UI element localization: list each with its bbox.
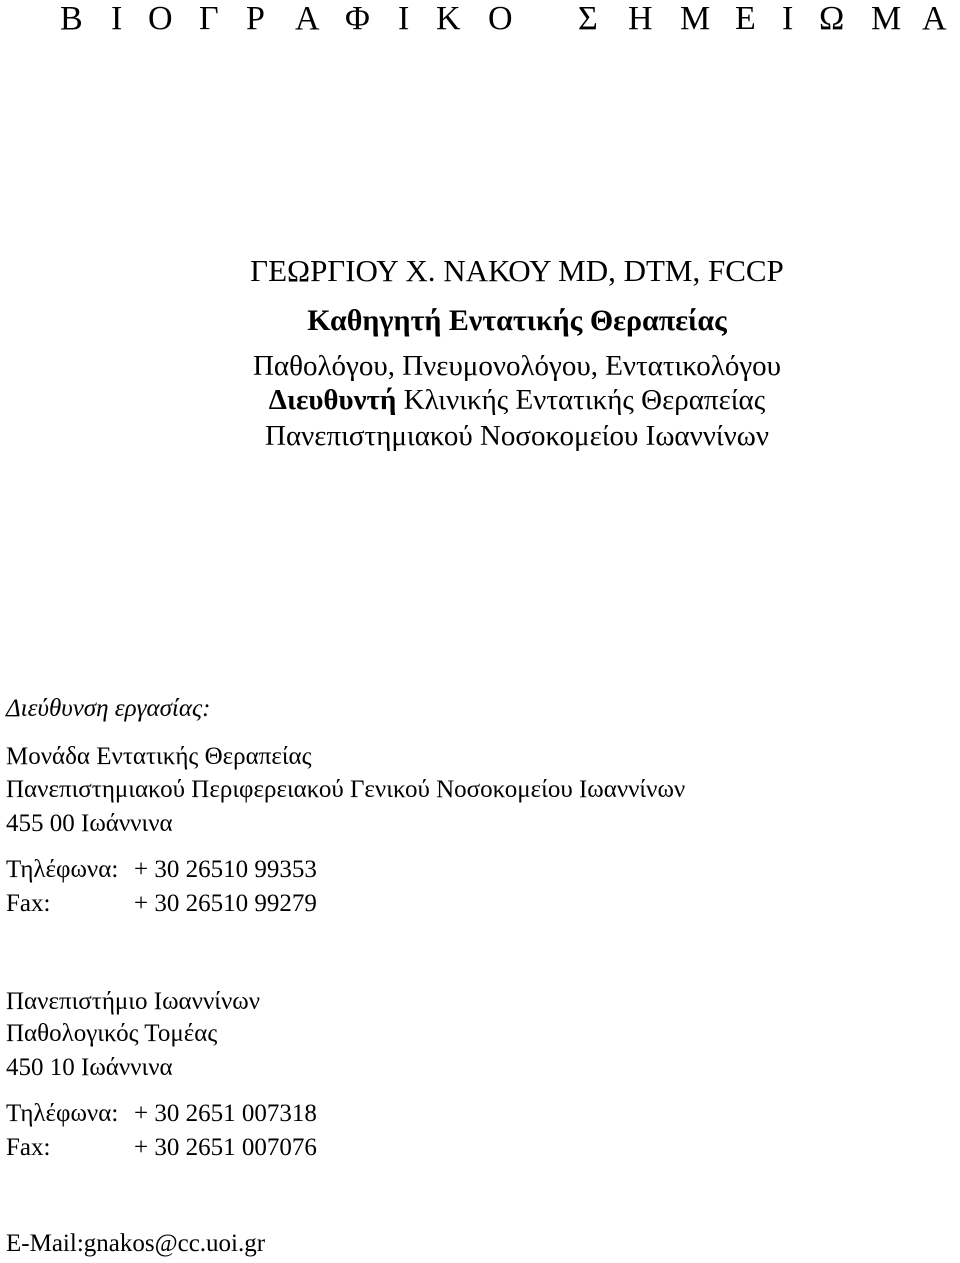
heading-letter: Β — [60, 0, 83, 37]
university-fax-row — [6, 1135, 317, 1160]
person-specialties: Παθολόγου, Πνευμονολόγου, Εντατικολόγου — [252, 350, 782, 382]
director-bold: Διευθυντή — [268, 384, 397, 416]
heading-letter: Ρ — [246, 0, 265, 37]
university-phone-row — [6, 1101, 317, 1126]
heading-letter: Ι — [782, 0, 794, 37]
heading-letter: Α — [295, 0, 320, 37]
work-phone-label: Τηλέφωνα: — [6, 856, 119, 883]
university-phone-value: + 30 2651 007318 — [134, 1100, 317, 1127]
contact-email: E-Mail:gnakos@cc.uoi.gr — [6, 1230, 266, 1257]
work-unit: Μονάδα Εντατικής Θεραπείας — [6, 743, 312, 770]
heading-letter: Ω — [819, 0, 845, 37]
university-phone-label: Τηλέφωνα: — [6, 1100, 119, 1127]
heading-letter: Ε — [735, 0, 756, 37]
heading-letter: Ο — [488, 0, 513, 37]
university-fax-value: + 30 2651 007076 — [134, 1134, 317, 1161]
university-fax-label: Fax: — [6, 1134, 51, 1161]
document-heading — [0, 0, 960, 38]
heading-letter: Η — [628, 0, 653, 37]
person-director-line — [0, 386, 960, 415]
work-fax-value: + 30 26510 99279 — [134, 890, 317, 917]
heading-letter: Σ — [578, 0, 598, 37]
work-hospital: Πανεπιστημιακού Περιφερειακού Γενικού Νοσοκομείου Ιωαννίνων — [6, 776, 686, 803]
work-postal: 455 00 Ιωάννινα — [6, 810, 173, 837]
work-fax-label: Fax: — [6, 890, 51, 917]
heading-letter: Α — [922, 0, 947, 37]
university-name: Πανεπιστήμιο Ιωαννίνων — [6, 988, 261, 1015]
work-address-label: Διεύθυνση εργασίας: — [6, 695, 211, 722]
heading-letter: Κ — [436, 0, 461, 37]
heading-letter: Ι — [111, 0, 123, 37]
heading-letter: Γ — [199, 0, 219, 37]
heading-letter: Μ — [680, 0, 711, 37]
heading-letter: Ι — [398, 0, 410, 37]
person-hospital: Πανεπιστημιακού Νοσοκομείου Ιωαννίνων — [265, 420, 769, 452]
person-name: ΓΕΩΡΓΙΟΥ Χ. ΝΑΚΟΥ MD, DTM, FCCP — [250, 253, 784, 288]
director-rest: Κλινικής Εντατικής Θεραπείας — [396, 384, 766, 416]
work-fax-row — [6, 891, 317, 916]
heading-letter: Μ — [871, 0, 902, 37]
person-title: Καθηγητή Εντατικής Θεραπείας — [307, 304, 727, 337]
university-postal: 450 10 Ιωάννινα — [6, 1054, 173, 1081]
heading-letter: Ο — [148, 0, 173, 37]
heading-letter: Φ — [345, 0, 370, 37]
university-department: Παθολογικός Τομέας — [6, 1020, 218, 1047]
work-phone-row — [6, 857, 317, 882]
work-phone-value: + 30 26510 99353 — [134, 856, 317, 883]
